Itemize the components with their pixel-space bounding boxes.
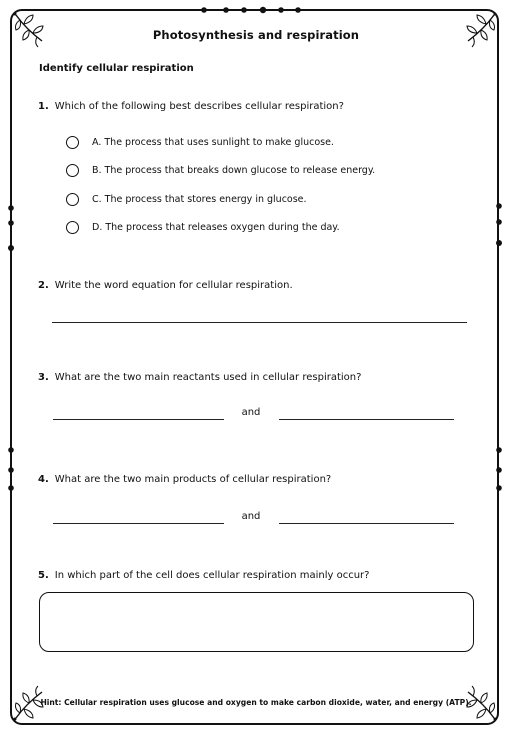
question-number: 3. — [38, 372, 49, 383]
answer-line-reactant-2[interactable] — [279, 419, 454, 420]
question-text: Which of the following best describes cellular respiration? — [54, 101, 344, 112]
worksheet-title: Photosynthesis and respiration — [152, 28, 360, 42]
question-number: 2. — [38, 280, 49, 291]
question-2 — [38, 280, 293, 291]
answer-box-cell-location[interactable] — [39, 592, 474, 652]
answer-line-product-2[interactable] — [279, 523, 454, 524]
question-number: 5. — [38, 570, 49, 581]
bead-icon-top — [201, 7, 301, 13]
answer-line-product-1[interactable] — [53, 523, 224, 524]
option-a[interactable] — [66, 134, 334, 150]
option-label: A. The process that uses sunlight to make glucose. — [92, 136, 334, 148]
question-text: Write the word equation for cellular respiration. — [54, 280, 293, 291]
question-4 — [38, 474, 331, 485]
bead-icon-left — [8, 205, 14, 491]
answer-line-equation[interactable] — [52, 322, 467, 323]
radio-circle-icon[interactable] — [66, 164, 79, 177]
radio-circle-icon[interactable] — [66, 221, 79, 234]
question-text: In which part of the cell does cellular respiration mainly occur? — [54, 570, 370, 581]
question-text: What are the two main reactants used in cellular respiration? — [54, 372, 362, 383]
hint-text: Hint: Cellular respiration uses glucose and oxygen to make carbon dioxide, water, and energy (ATP). — [40, 698, 472, 707]
question-5 — [38, 570, 369, 581]
and-connector: and — [241, 407, 261, 418]
question-1 — [38, 101, 344, 112]
option-label: C. The process that stores energy in glucose. — [92, 193, 307, 205]
option-label: B. The process that breaks down glucose to release energy. — [92, 164, 376, 176]
radio-circle-icon[interactable] — [66, 136, 79, 149]
answer-line-reactant-1[interactable] — [53, 419, 224, 420]
option-b[interactable] — [66, 162, 375, 178]
question-3 — [38, 372, 361, 383]
radio-circle-icon[interactable] — [66, 193, 79, 206]
option-label: D. The process that releases oxygen during the day. — [92, 221, 340, 233]
option-c[interactable] — [66, 191, 307, 207]
question-number: 1. — [38, 101, 49, 112]
question-number: 4. — [38, 474, 49, 485]
bead-icon-right — [496, 203, 502, 491]
section-subtitle: Identify cellular respiration — [39, 63, 194, 74]
and-connector: and — [241, 511, 261, 522]
option-d[interactable] — [66, 219, 340, 235]
question-text: What are the two main products of cellular respiration? — [54, 474, 332, 485]
